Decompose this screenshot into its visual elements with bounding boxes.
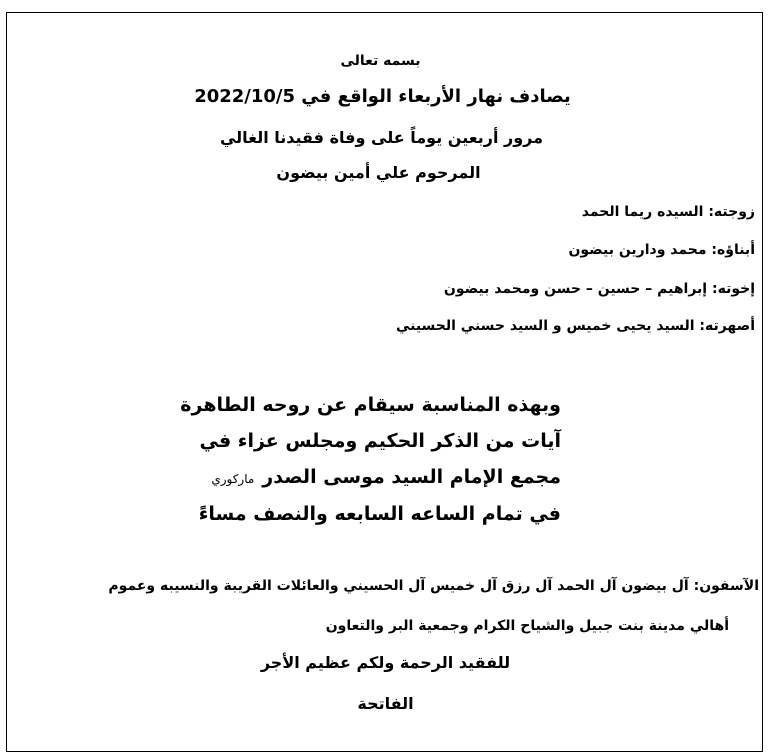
family-inlaws: أصهرته: السيد يحيى خميس و السيد حسني الحسيني <box>395 318 755 334</box>
ceremony-line-2: آيات من الذكر الحكيم ومجلس عزاء في <box>199 430 561 452</box>
family-siblings: إخوته: إبراهيم – حسين – حسن ومحمد بيضون <box>443 281 755 297</box>
basmala-heading: بسمه تعالى <box>340 53 421 69</box>
family-wife: زوجته: السيده ريما الحمد <box>581 204 755 220</box>
ceremony-line-1: وبهذه المناسبة سيقام عن روحه الطاهرة <box>180 394 561 416</box>
condolence-line: للفقيد الرحمة ولكم عظيم الأجر <box>260 653 511 672</box>
forty-days-line: مرور أربعين يوماً على وفاة فقيدنا الغالي <box>219 128 544 147</box>
page-border <box>6 12 763 752</box>
deceased-name: المرحوم علي أمين بيضون <box>276 163 481 182</box>
date-line: يصادف نهار الأربعاء الواقع في 2022/10/5 <box>194 86 571 107</box>
ceremony-venue: مجمع الإمام السيد موسى الصدر <box>262 466 561 488</box>
mourners-line-1: الآسفون: آل بيضون آل الحمد آل رزق آل خميس آل الحسيني والعائلات القريبة والنسيبه وعموم <box>108 578 759 594</box>
ceremony-venue-note: ماركوري <box>211 472 255 486</box>
ceremony-line-4: في تمام الساعه السابعه والنصف مساءً <box>198 503 561 525</box>
fatiha-line: الفاتحة <box>357 694 414 713</box>
ceremony-line-3 <box>211 466 561 488</box>
family-children: أبناؤه: محمد ودارين بيضون <box>568 242 755 258</box>
mourners-line-2: أهالي مدينة بنت جبيل والشياح الكرام وجمعية البر والتعاون <box>325 618 729 634</box>
